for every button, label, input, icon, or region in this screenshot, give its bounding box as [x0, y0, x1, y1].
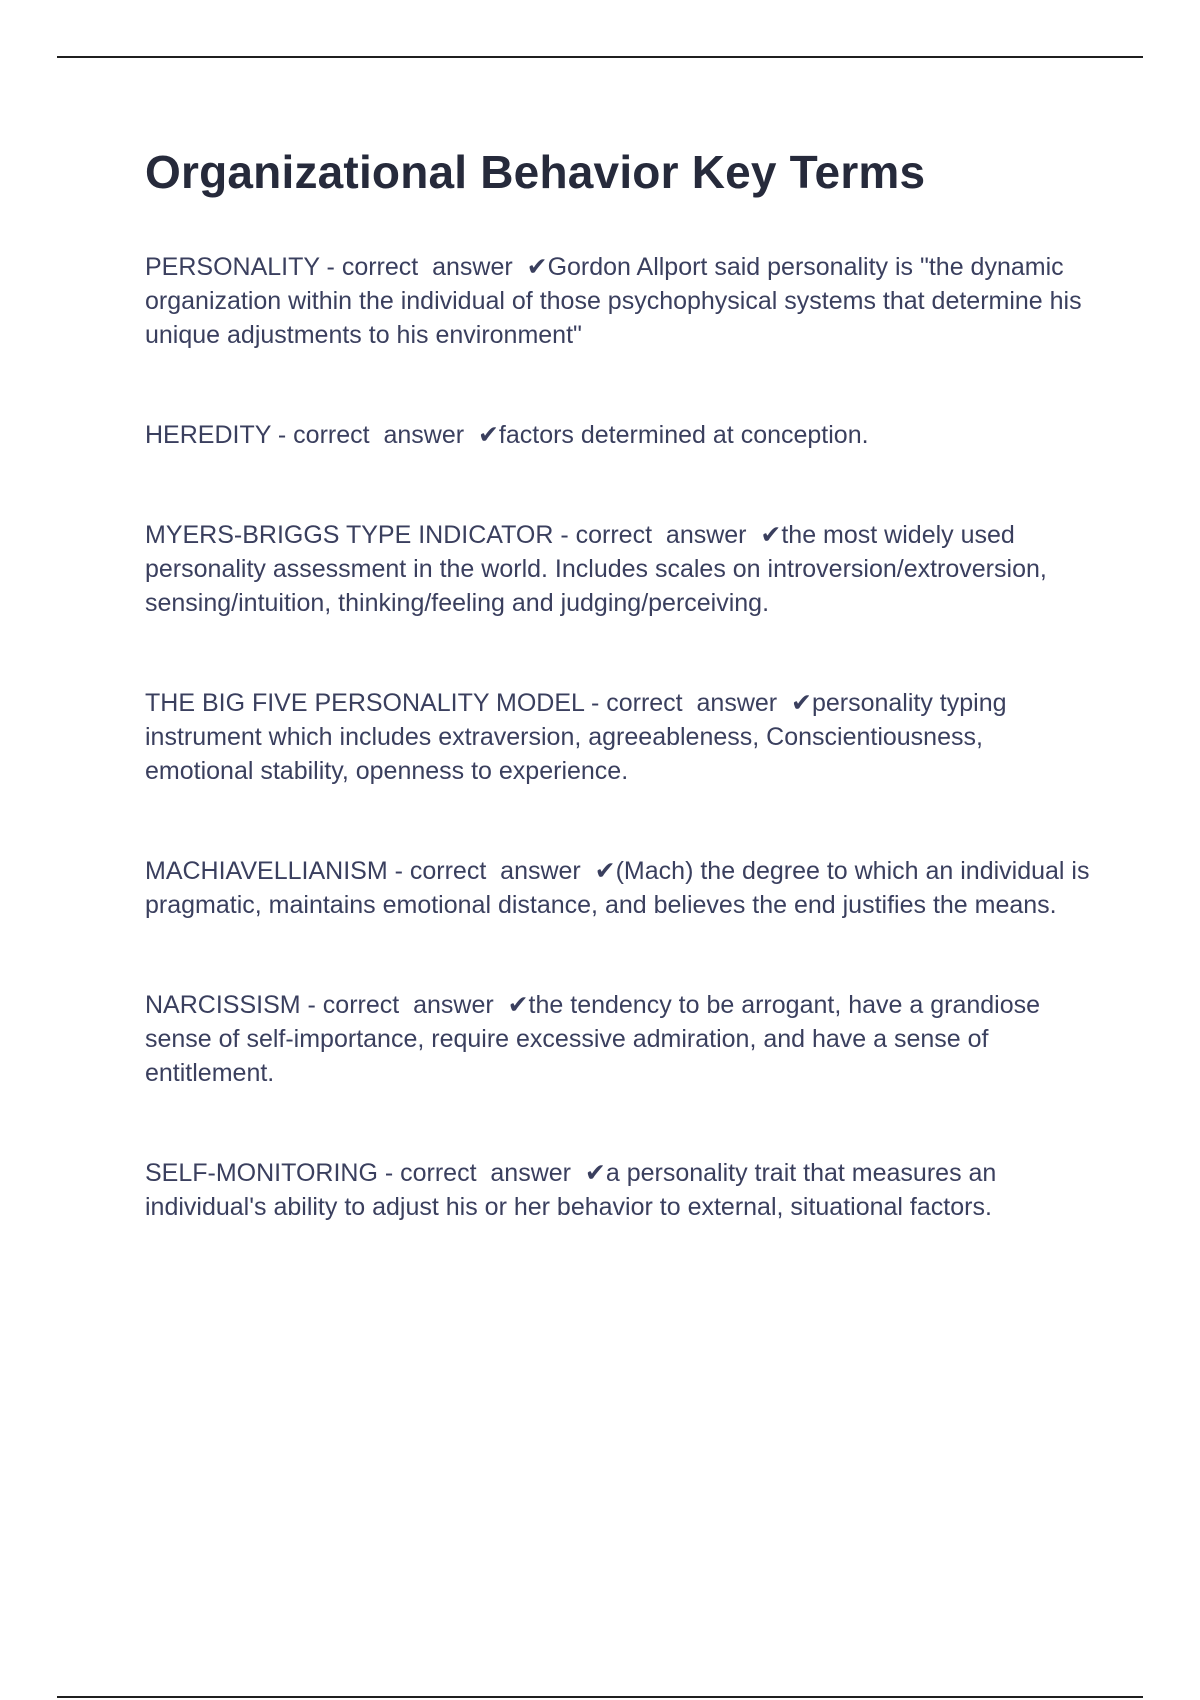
term-entry [145, 518, 1090, 620]
term-entry [145, 686, 1090, 788]
page-title: Organizational Behavior Key Terms [145, 146, 926, 198]
answer-separator: - correct answer [553, 521, 761, 549]
term-word: MYERS-BRIGGS TYPE INDICATOR [145, 521, 554, 549]
term-entry [145, 854, 1097, 922]
term-definition: the tendency to be arrogant, have a grandiose sense of self-importance, require excessive admiration, and have a sense of entitlement. [145, 991, 1047, 1087]
answer-separator: - correct answer [319, 253, 527, 281]
answer-separator: - correct answer [387, 857, 595, 885]
term-word: NARCISSISM [145, 991, 301, 1019]
term-definition: a personality trait that measures an individual's ability to adjust his or her behavior to external, situational factors. [145, 1159, 1004, 1221]
term-definition: (Mach) the degree to which an individual is pragmatic, maintains emotional distance, and believes the end justifies the means. [145, 857, 1097, 919]
term-word: THE BIG FIVE PERSONALITY MODEL [145, 689, 584, 717]
term-entry [145, 988, 1090, 1090]
answer-separator: - correct answer [377, 1159, 585, 1187]
term-word: PERSONALITY [145, 253, 320, 281]
check-icon: ✔ [507, 991, 529, 1019]
check-icon: ✔ [791, 689, 812, 717]
terms-list [145, 250, 1097, 1290]
term-definition: personality typing instrument which includes extraversion, agreeableness, Conscientiousness, emotional stability, openness to experience. [145, 689, 1014, 785]
bottom-rule [57, 1696, 1143, 1698]
check-icon: ✔ [594, 857, 616, 885]
term-definition: Gordon Allport said personality is "the dynamic organization within the individual of those psychophysical systems that determine his unique adjustments to his environment" [145, 253, 1089, 349]
check-icon: ✔ [760, 521, 782, 549]
answer-separator: - correct answer [270, 421, 478, 449]
term-definition: the most widely used personality assessment in the world. Includes scales on introversion/extroversion, sensing/intuition, thinking/feeling and judging/perceiving. [145, 521, 1054, 617]
term-word: SELF-MONITORING [145, 1159, 378, 1187]
check-icon: ✔ [584, 1159, 606, 1187]
answer-separator: - correct answer [300, 991, 508, 1019]
check-icon: ✔ [477, 421, 499, 449]
top-rule [57, 56, 1143, 58]
term-entry [145, 418, 1090, 452]
term-definition: factors determined at conception. [498, 421, 869, 449]
term-entry [145, 250, 1090, 352]
term-word: MACHIAVELLIANISM [145, 857, 388, 885]
term-word: HEREDITY [145, 421, 271, 449]
term-entry [145, 1156, 1090, 1224]
answer-separator: - correct answer [584, 689, 791, 717]
check-icon: ✔ [526, 253, 548, 281]
